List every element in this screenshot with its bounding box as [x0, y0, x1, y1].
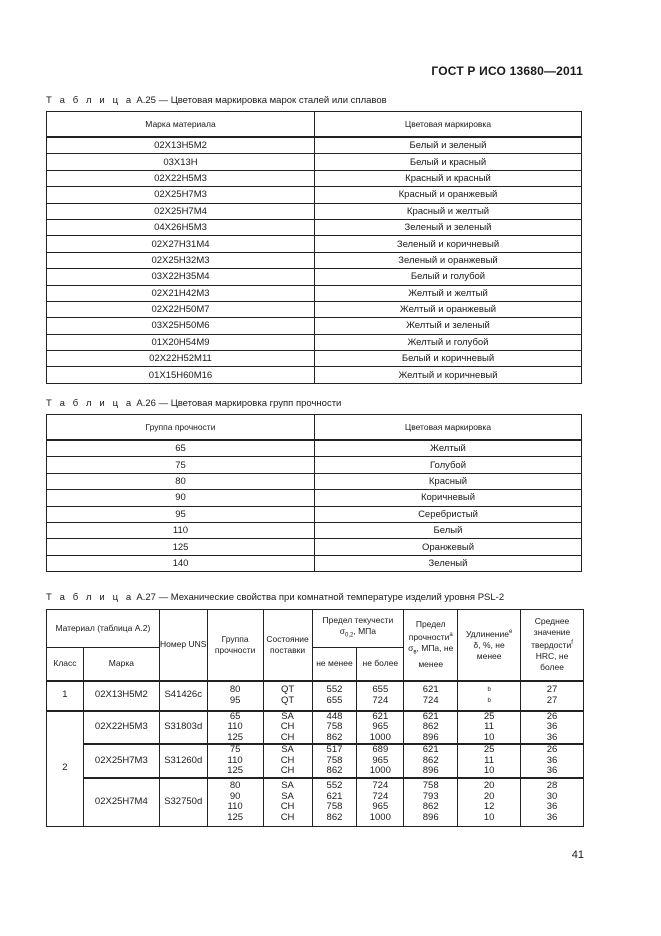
group-cell: 75 110 125 [207, 744, 263, 778]
caption-text: А.25 — Цветовая маркировка марок сталей или сплавов [136, 95, 387, 106]
table-cell-color: Зеленый [315, 555, 582, 571]
table-cell-key: 02X22H5M3 [47, 170, 315, 186]
table-row [47, 170, 582, 186]
table-cell-key: 03X25H50M6 [47, 318, 315, 334]
class-header: Класс [47, 648, 84, 681]
hard-cell: 27 27 [521, 681, 584, 711]
table-row [47, 744, 584, 778]
table-cell-color: Желтый и голубой [315, 334, 582, 350]
hard-cell: 26 36 36 [521, 744, 584, 778]
table-row [47, 351, 582, 367]
table-a27-caption [46, 592, 504, 603]
elong-cell: b b [458, 681, 521, 711]
table-row [47, 681, 584, 711]
table-cell-color: Красный и желтый [315, 203, 582, 219]
table-row [47, 252, 582, 268]
elong-cell: 25 11 10 [458, 744, 521, 778]
table-cell-key: 03X13H [47, 154, 315, 170]
table-cell-key: 02X25H32M3 [47, 252, 315, 268]
uns-cell: S31803d [159, 711, 207, 745]
yield-max-header: не более [357, 648, 404, 681]
table-cell-key: 02X22H50M7 [47, 301, 315, 317]
caption-prefix: Т а б л и ц а [46, 592, 134, 603]
table-row [47, 367, 582, 383]
uns-cell: S31260d [159, 744, 207, 778]
column-header: Цветовая маркировка [315, 112, 582, 138]
table-cell-key: 140 [47, 555, 315, 571]
table-cell-color: Оранжевый [315, 539, 582, 555]
table-row [47, 506, 582, 522]
caption-text: А.26 — Цветовая маркировка групп прочности [136, 398, 342, 409]
uns-cell: S41426c [159, 681, 207, 711]
hard-cell: 26 36 36 [521, 711, 584, 745]
column-header: Группа прочности [47, 415, 315, 441]
yield-header: Предел текучести $\sigma_{0,2}$, МПа [312, 610, 404, 648]
table-row [47, 301, 582, 317]
group-cell: 80 95 [207, 681, 263, 711]
ymin-cell: 448 758 862 [312, 711, 357, 745]
table-row [47, 285, 582, 301]
tens-cell: 621 724 [404, 681, 458, 711]
grade-cell: 02X22H5M3 [83, 711, 159, 745]
material-header: Материал (таблица А.2) [47, 610, 160, 648]
ymin-cell: 552 621 758 862 [312, 778, 357, 826]
table-cell-key: 02X25H7M4 [47, 203, 315, 219]
table-a27 [46, 609, 584, 827]
cond-cell: QT QT [263, 681, 312, 711]
table-row [47, 539, 582, 555]
ymax-cell: 689 965 1000 [357, 744, 404, 778]
class-cell: 1 [47, 681, 84, 711]
table-cell-color: Красный и оранжевый [315, 187, 582, 203]
elong-cell: 25 11 10 [458, 711, 521, 745]
grade-cell: 02X25H7M3 [83, 744, 159, 778]
table-cell-key: 125 [47, 539, 315, 555]
table-cell-key: 90 [47, 490, 315, 506]
table-row [47, 269, 582, 285]
table-row [47, 154, 582, 170]
table-a26 [46, 414, 582, 572]
table-cell-color: Зеленый и оранжевый [315, 252, 582, 268]
table-row [47, 318, 582, 334]
ymax-cell: 621 965 1000 [357, 711, 404, 745]
table-row [47, 457, 582, 473]
table-cell-color: Желтый и зеленый [315, 318, 582, 334]
table-cell-color: Желтый [315, 440, 582, 457]
table-cell-color: Белый [315, 522, 582, 538]
table-cell-key: 110 [47, 522, 315, 538]
table-cell-color: Белый и голубой [315, 269, 582, 285]
group-header: Группа прочности [207, 610, 263, 681]
cond-cell: SA SA CH CH [263, 778, 312, 826]
table-cell-key: 65 [47, 440, 315, 457]
yield-min-header: не менее [312, 648, 357, 681]
table-row [47, 219, 582, 235]
page-number: 41 [571, 849, 584, 861]
table-cell-color: Красный и красный [315, 170, 582, 186]
group-cell: 80 90 110 125 [207, 778, 263, 826]
table-cell-color: Белый и красный [315, 154, 582, 170]
document-header: ГОСТ Р ИСО 13680—2011 [431, 64, 583, 78]
table-cell-color: Зеленый и коричневый [315, 236, 582, 252]
table-cell-color: Коричневый [315, 490, 582, 506]
caption-prefix: Т а б л и ц а [46, 95, 134, 106]
table-cell-key: 02X13H5M2 [47, 137, 315, 154]
elong-cell: 20 20 12 10 [458, 778, 521, 826]
table-row [47, 137, 582, 154]
table-cell-key: 02X27H31M4 [47, 236, 315, 252]
tens-cell: 621 862 896 [404, 711, 458, 745]
table-row [47, 334, 582, 350]
tens-cell: 758 793 862 896 [404, 778, 458, 826]
table-cell-color: Красный [315, 473, 582, 489]
table-cell-color: Желтый и оранжевый [315, 301, 582, 317]
table-row [47, 522, 582, 538]
grade-cell: 02X13H5M2 [83, 681, 159, 711]
table-a25-caption [46, 95, 387, 106]
hardness-header: Среднее значение твердости$^f$ HRC, не более [521, 610, 584, 681]
uns-cell: S32750d [159, 778, 207, 826]
table-row [47, 236, 582, 252]
table-a26-caption [46, 398, 341, 409]
table-cell-color: Белый и зеленый [315, 137, 582, 154]
tens-cell: 621 862 896 [404, 744, 458, 778]
condition-header: Состояние поставки [263, 610, 312, 681]
table-cell-color: Желтый и желтый [315, 285, 582, 301]
group-cell: 65 110 125 [207, 711, 263, 745]
table-row [47, 555, 582, 571]
column-header: Марка материала [47, 112, 315, 138]
hard-cell: 28 30 36 36 [521, 778, 584, 826]
table-row [47, 711, 584, 745]
table-cell-color: Зеленый и зеленый [315, 219, 582, 235]
grade-header: Марка [83, 648, 159, 681]
table-cell-key: 95 [47, 506, 315, 522]
table-row [47, 203, 582, 219]
table-row [47, 473, 582, 489]
table-row [47, 490, 582, 506]
grade-cell: 02X25H7M4 [83, 778, 159, 826]
table-cell-key: 80 [47, 473, 315, 489]
table-a25 [46, 111, 582, 384]
table-cell-key: 03X22H35M4 [47, 269, 315, 285]
tensile-header: Предел прочности$^a$ $\sigma_в$, МПа, не менее [404, 610, 458, 681]
ymin-cell: 552 655 [312, 681, 357, 711]
uns-header: Номер UNS [159, 610, 207, 681]
caption-prefix: Т а б л и ц а [46, 398, 134, 409]
elongation-header: Удлинение$^e$ δ, %, не менее [458, 610, 521, 681]
table-row [47, 778, 584, 826]
class-cell: 2 [47, 711, 84, 827]
table-cell-key: 75 [47, 457, 315, 473]
table-cell-key: 04X26H5M3 [47, 219, 315, 235]
table-row [47, 440, 582, 457]
table-row [47, 187, 582, 203]
column-header: Цветовая маркировка [315, 415, 582, 441]
table-cell-key: 01X15H60M16 [47, 367, 315, 383]
cond-cell: SA CH CH [263, 711, 312, 745]
cond-cell: SA CH CH [263, 744, 312, 778]
ymax-cell: 724 724 965 1000 [357, 778, 404, 826]
table-cell-key: 02X21H42M3 [47, 285, 315, 301]
table-cell-color: Желтый и коричневый [315, 367, 582, 383]
table-cell-color: Голубой [315, 457, 582, 473]
caption-text: А.27 — Механические свойства при комнатной температуре изделий уровня PSL-2 [136, 592, 505, 603]
ymin-cell: 517 758 862 [312, 744, 357, 778]
table-cell-key: 02X25H7M3 [47, 187, 315, 203]
table-cell-color: Серебристый [315, 506, 582, 522]
ymax-cell: 655 724 [357, 681, 404, 711]
table-cell-key: 02X22H52M11 [47, 351, 315, 367]
table-cell-color: Белый и коричневый [315, 351, 582, 367]
table-cell-key: 01X20H54M9 [47, 334, 315, 350]
